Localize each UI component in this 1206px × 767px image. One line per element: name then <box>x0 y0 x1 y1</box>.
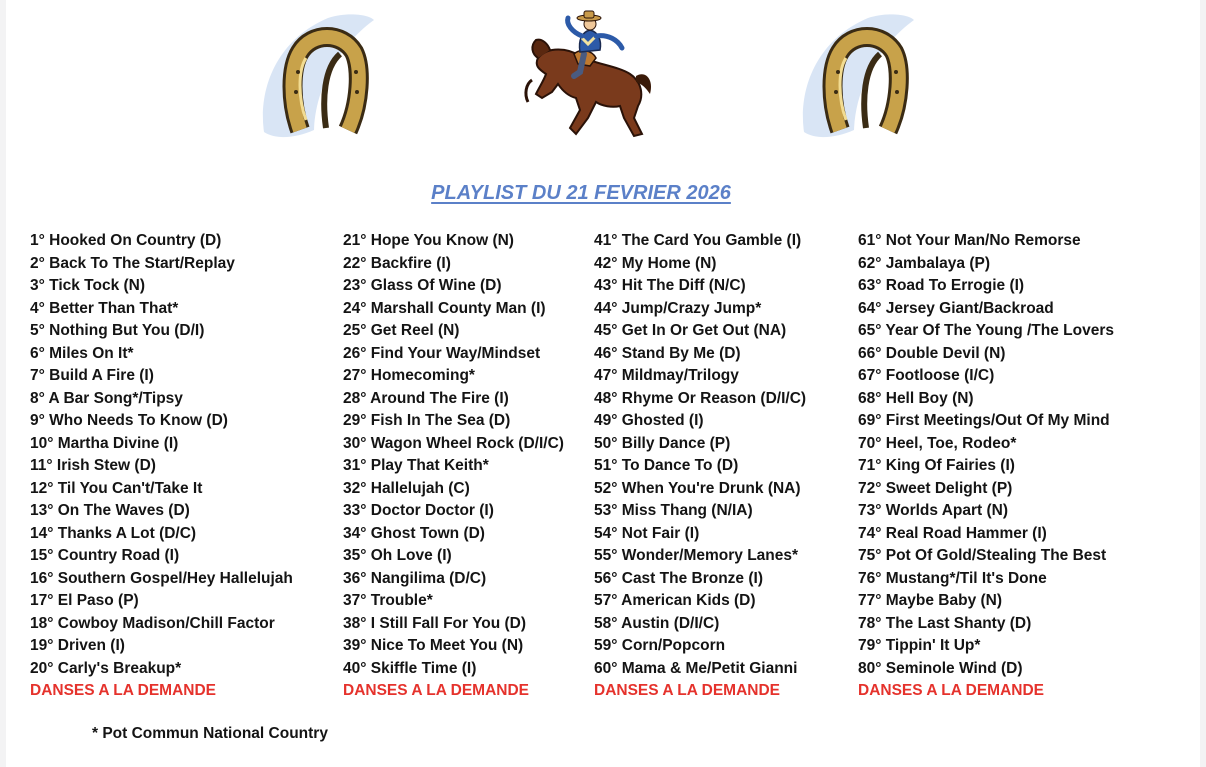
playlist-item: 13° On The Waves (D) <box>30 502 190 519</box>
playlist-item: 30° Wagon Wheel Rock (D/I/C) <box>343 434 564 452</box>
playlist-item: 78° The Last Shanty (D) <box>858 614 1032 632</box>
playlist-column-3 <box>594 230 806 703</box>
playlist-item: 61° Not Your Man/No Remorse <box>858 232 1081 249</box>
playlist-item: 58° Austin (D/I/C) <box>594 614 720 632</box>
playlist-item: 31° Play That Keith* <box>343 457 489 474</box>
playlist-item: 51° To Dance To (D) <box>594 457 739 474</box>
playlist-item: 28° Around The Fire (I) <box>343 389 509 407</box>
playlist-column-4 <box>858 230 1114 703</box>
playlist-item: 40° Skiffle Time (I) <box>343 659 477 677</box>
playlist-item: 2° Back To The Start/Replay <box>30 254 235 272</box>
playlist-item: 70° Heel, Toe, Rodeo* <box>858 434 1017 452</box>
playlist-item: 68° Hell Boy (N) <box>858 389 974 407</box>
requested-dances-label: DANSES A LA DEMANDE <box>343 682 530 699</box>
requested-dances-label: DANSES A LA DEMANDE <box>594 682 781 699</box>
horseshoe-icon <box>256 10 376 150</box>
playlist-item: 19° Driven (I) <box>30 637 125 654</box>
playlist-item: 12° Til You Can't/Take It <box>30 479 203 497</box>
requested-dances-label: DANSES A LA DEMANDE <box>858 682 1045 699</box>
playlist-item: 52° When You're Drunk (NA) <box>594 479 801 497</box>
playlist-item: 14° Thanks A Lot (D/C) <box>30 524 197 542</box>
playlist-item: 4° Better Than That* <box>30 299 179 317</box>
playlist-item: 71° King Of Fairies (I) <box>858 457 1015 474</box>
playlist-item: 42° My Home (N) <box>594 254 717 272</box>
playlist-item: 74° Real Road Hammer (I) <box>858 524 1047 542</box>
playlist-item: 21° Hope You Know (N) <box>343 232 514 249</box>
horseshoe-icon <box>796 10 916 150</box>
footnote: * Pot Commun National Country <box>92 725 328 742</box>
playlist-item: 33° Doctor Doctor (I) <box>343 502 494 519</box>
playlist-item: 25° Get Reel (N) <box>343 322 460 339</box>
playlist-column-2 <box>343 230 564 703</box>
playlist-item: 7° Build A Fire (I) <box>30 367 154 384</box>
playlist-item: 67° Footloose (I/C) <box>858 367 995 384</box>
playlist-item: 45° Get In Or Get Out (NA) <box>594 322 787 339</box>
playlist-item: 39° Nice To Meet You (N) <box>343 637 524 654</box>
playlist-item: 54° Not Fair (I) <box>594 524 700 542</box>
playlist-item: 47° Mildmay/Trilogy <box>594 367 739 384</box>
playlist-item: 26° Find Your Way/Mindset <box>343 344 541 362</box>
playlist-item: 41° The Card You Gamble (I) <box>594 232 802 249</box>
playlist-item: 15° Country Road (I) <box>30 547 180 564</box>
playlist-item: 50° Billy Dance (P) <box>594 434 731 452</box>
playlist-item: 69° First Meetings/Out Of My Mind <box>858 412 1110 429</box>
playlist-item: 18° Cowboy Madison/Chill Factor <box>30 614 275 632</box>
playlist-item: 59° Corn/Popcorn <box>594 637 726 654</box>
playlist-item: 73° Worlds Apart (N) <box>858 502 1009 519</box>
playlist-item: 36° Nangilima (D/C) <box>343 569 487 587</box>
playlist-item: 35° Oh Love (I) <box>343 547 452 564</box>
page-title: PLAYLIST DU 21 FEVRIER 2026 <box>431 182 731 204</box>
playlist-item: 57° American Kids (D) <box>594 592 756 609</box>
playlist-item: 72° Sweet Delight (P) <box>858 479 1013 497</box>
playlist-item: 44° Jump/Crazy Jump* <box>594 299 762 317</box>
playlist-item: 60° Mama & Me/Petit Gianni <box>594 659 798 677</box>
playlist-item: 29° Fish In The Sea (D) <box>343 412 511 429</box>
playlist-item: 46° Stand By Me (D) <box>594 344 741 362</box>
playlist-item: 66° Double Devil (N) <box>858 344 1006 362</box>
playlist-item: 62° Jambalaya (P) <box>858 254 990 272</box>
playlist-item: 24° Marshall County Man (I) <box>343 299 546 317</box>
playlist-item: 34° Ghost Town (D) <box>343 524 485 542</box>
playlist-item: 77° Maybe Baby (N) <box>858 592 1003 609</box>
playlist-item: 1° Hooked On Country (D) <box>30 232 222 249</box>
playlist-item: 9° Who Needs To Know (D) <box>30 412 228 429</box>
playlist-item: 11° Irish Stew (D) <box>30 457 156 474</box>
playlist-item: 5° Nothing But You (D/I) <box>30 322 205 339</box>
bucking-horse-cowboy-icon <box>518 10 658 142</box>
playlist-item: 48° Rhyme Or Reason (D/I/C) <box>594 389 807 407</box>
playlist-item: 63° Road To Errogie (I) <box>858 277 1025 294</box>
playlist-item: 55° Wonder/Memory Lanes* <box>594 547 799 564</box>
playlist-item: 43° Hit The Diff (N/C) <box>594 277 746 294</box>
playlist-item: 56° Cast The Bronze (I) <box>594 569 763 587</box>
playlist-item: 37° Trouble* <box>343 592 433 609</box>
playlist-item: 3° Tick Tock (N) <box>30 277 146 294</box>
playlist-item: 64° Jersey Giant/Backroad <box>858 299 1054 317</box>
playlist-item: 22° Backfire (I) <box>343 254 451 272</box>
playlist-item: 27° Homecoming* <box>343 367 475 384</box>
playlist-page <box>6 0 1200 767</box>
playlist-item: 8° A Bar Song*/Tipsy <box>30 389 183 407</box>
requested-dances-label: DANSES A LA DEMANDE <box>30 682 217 699</box>
playlist-item: 10° Martha Divine (I) <box>30 434 179 452</box>
playlist-item: 6° Miles On It* <box>30 344 134 362</box>
playlist-item: 23° Glass Of Wine (D) <box>343 277 502 294</box>
playlist-item: 32° Hallelujah (C) <box>343 479 470 497</box>
playlist-item: 53° Miss Thang (N/IA) <box>594 502 753 519</box>
playlist-item: 17° El Paso (P) <box>30 592 139 609</box>
playlist-item: 20° Carly's Breakup* <box>30 659 182 677</box>
playlist-item: 76° Mustang*/Til It's Done <box>858 569 1047 587</box>
playlist-item: 16° Southern Gospel/Hey Hallelujah <box>30 569 293 587</box>
playlist-item: 38° I Still Fall For You (D) <box>343 614 527 632</box>
playlist-item: 80° Seminole Wind (D) <box>858 659 1023 677</box>
playlist-item: 79° Tippin' It Up* <box>858 637 981 654</box>
playlist-item: 65° Year Of The Young /The Lovers <box>858 322 1114 339</box>
playlist-column-1 <box>30 230 293 703</box>
playlist-item: 75° Pot Of Gold/Stealing The Best <box>858 547 1107 564</box>
playlist-item: 49° Ghosted (I) <box>594 412 704 429</box>
